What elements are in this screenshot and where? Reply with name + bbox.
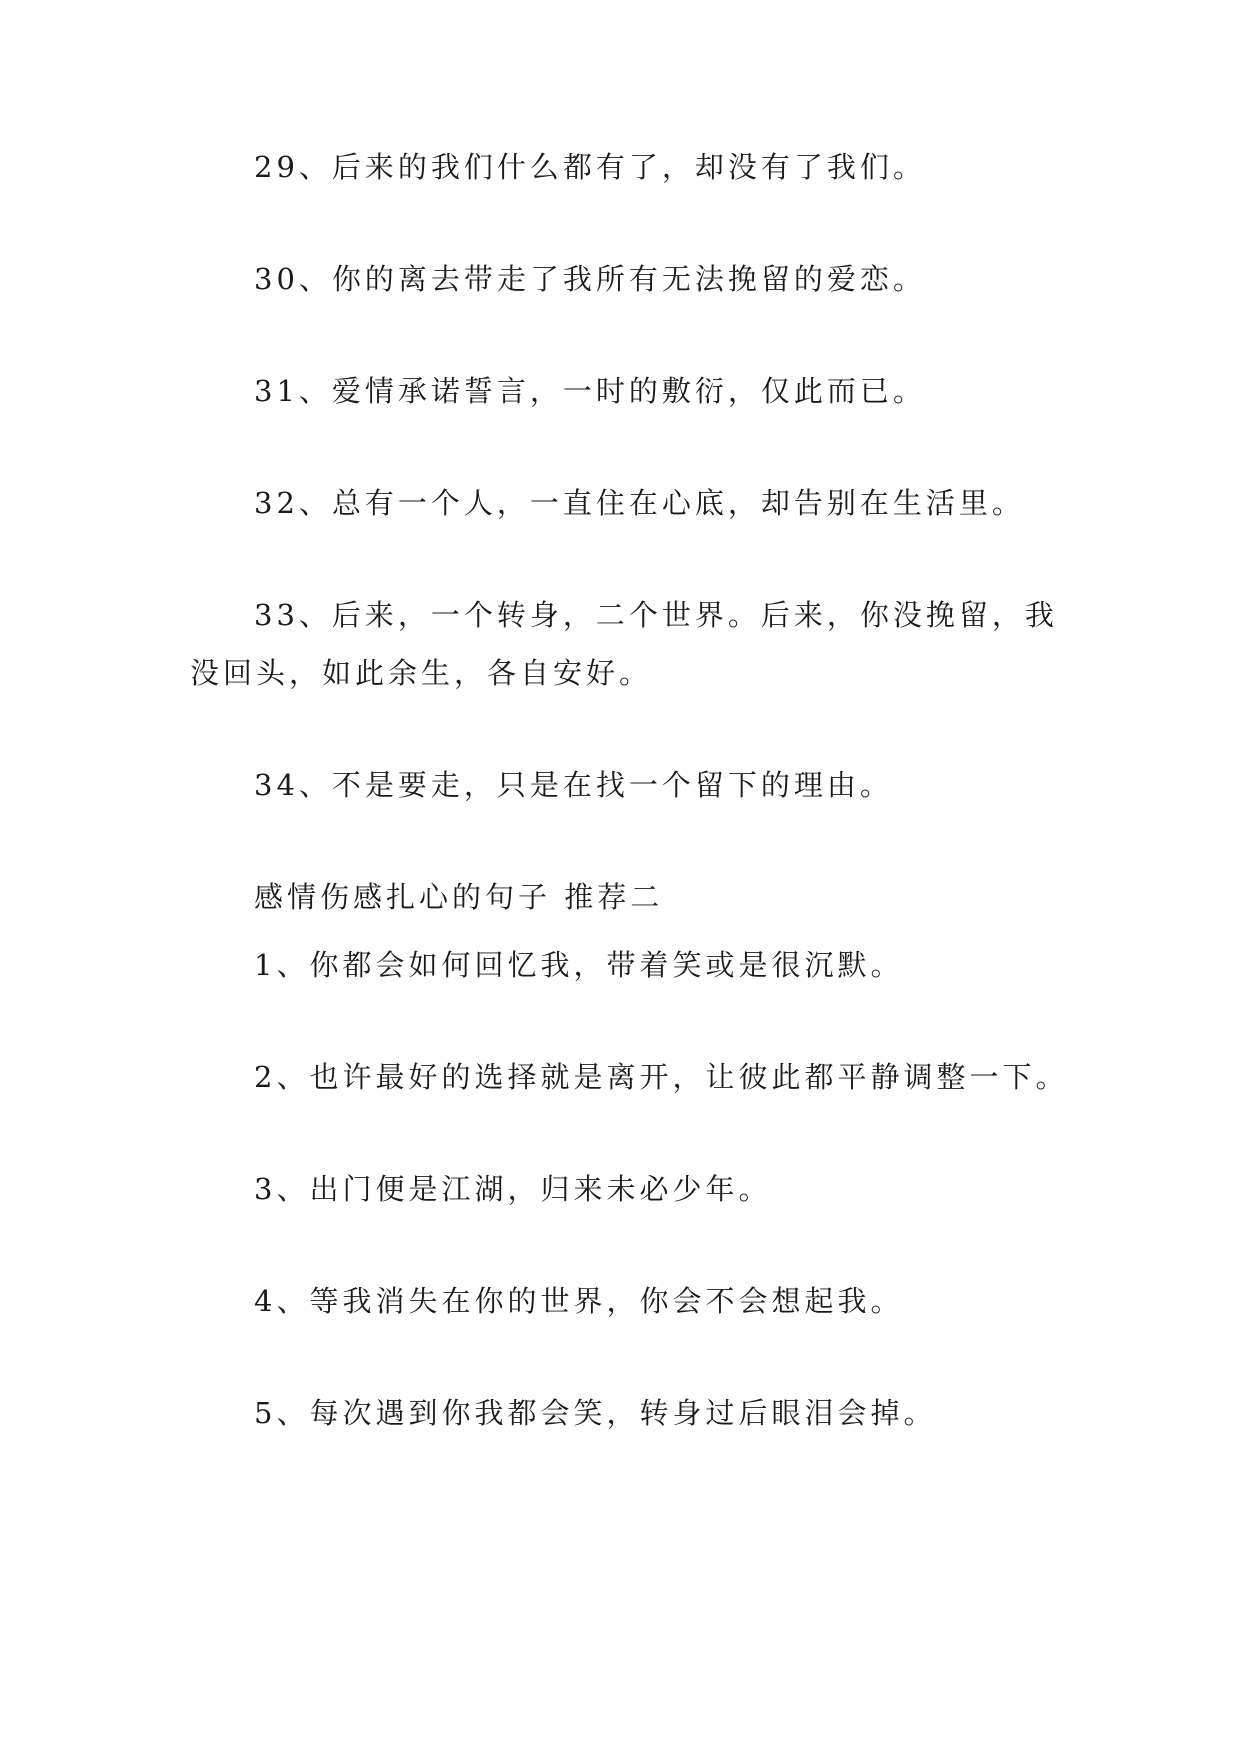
paragraph-32: 32、总有一个人，一直住在心底，却告别在生活里。 (254, 486, 1025, 520)
paragraph-31: 31、爱情承诺誓言，一时的敷衍，仅此而已。 (254, 374, 926, 408)
paragraph-29: 29、后来的我们什么都有了，却没有了我们。 (254, 150, 926, 184)
section-heading: 感情伤感扎心的句子 推荐二 (254, 880, 664, 914)
paragraph-30: 30、你的离去带走了我所有无法挽留的爱恋。 (254, 262, 926, 296)
section-item-2: 2、也许最好的选择就是离开，让彼此都平静调整一下。 (254, 1060, 1069, 1094)
paragraph-33: 33、后来，一个转身，二个世界。后来，你没挽留，我没回头，如此余生，各自安好。 (190, 598, 1058, 690)
section-item-3: 3、出门便是江湖，归来未必少年。 (254, 1172, 772, 1206)
section-item-5: 5、每次遇到你我都会笑，转身过后眼泪会掉。 (254, 1396, 937, 1430)
paragraph-34: 34、不是要走，只是在找一个留下的理由。 (254, 768, 893, 802)
section-item-4: 4、等我消失在你的世界，你会不会想起我。 (254, 1284, 904, 1318)
section-item-1: 1、你都会如何回忆我，带着笑或是很沉默。 (254, 948, 904, 982)
